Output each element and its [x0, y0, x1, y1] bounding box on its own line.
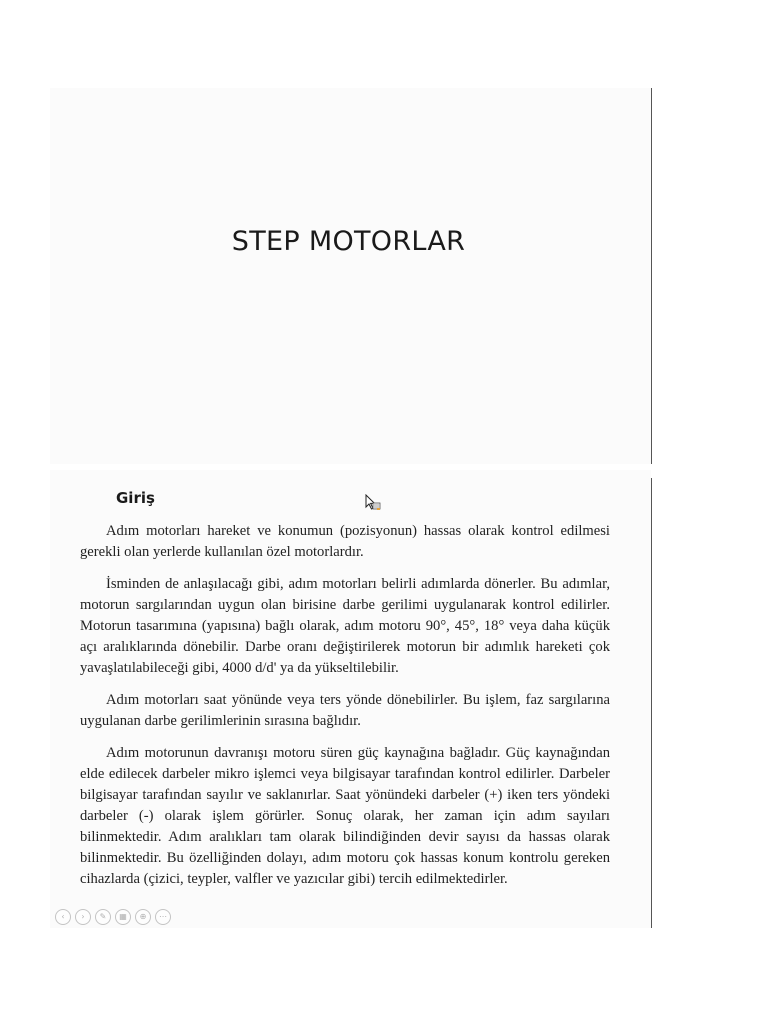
slide-title	[50, 226, 651, 257]
slides-icon[interactable]: ▦	[115, 909, 131, 925]
slide-title-text: STEP MOTORLAR	[231, 226, 466, 257]
body-text	[80, 521, 610, 901]
previous-icon[interactable]: ‹	[55, 909, 71, 925]
paragraph: İsminden de anlaşılacağı gibi, adım motorları belirli adımlarda dönerler. Bu adımlar, motorun sargılarından uygun olan birisine darbe gerilimi uygulanarak kontrol edilirler. Motorun tasarımına (yapısına) bağlı olarak, adım motoru 90°, 45°, 18° veya daha küçük açı aralıklarında dönebilir. Darbe oranı değiştirilerek motorun bir adımlık hareketi çok yavaşlatılabileceği gibi, 4000 d/d' ya da yükseltilebilir.	[80, 576, 610, 676]
more-icon[interactable]: ⋯	[155, 909, 171, 925]
slide-navigation-bar	[55, 909, 171, 925]
zoom-icon[interactable]: ⊕	[135, 909, 151, 925]
pen-icon[interactable]: ✎	[95, 909, 111, 925]
section-heading: Giriş	[116, 489, 155, 507]
slide-divider	[651, 88, 652, 464]
slide-divider	[651, 478, 652, 928]
cursor-icon	[364, 494, 382, 512]
paragraph: Adım motorunun davranışı motoru süren güç kaynağına bağladır. Güç kaynağından elde edilecek darbeler mikro işlemci veya bilgisayar tarafından kontrol edilirler. Darbeler bilgisayar tarafından sayılır ve saklanırlar. Saat yönündeki darbeler (+) iken ters yöndeki darbeler (-) olarak işlem görürler. Sonuç olarak, her zaman için adım sayıları bilinmektedir. Adım aralıkları tam olarak bilindiğinden devir sayısı da hassas olarak bilinmektedir. Bu özelliğinden dolayı, adım motoru çok hassas konum kontrolu gereken cihazlarda (çizici, teypler, valfler ve yazıcılar gibi) tercih edilmektedirler.	[80, 745, 610, 887]
title-slide	[50, 88, 651, 464]
paragraph: Adım motorları saat yönünde veya ters yönde dönebilirler. Bu işlem, faz sargılarına uygulanan darbe gerilimlerinin sırasına bağlıdır.	[80, 692, 610, 729]
next-icon[interactable]: ›	[75, 909, 91, 925]
paragraph: Adım motorları hareket ve konumun (pozisyonun) hassas olarak kontrol edilmesi gerekli olan yerlerde kullanılan özel motorlardır.	[80, 523, 610, 560]
